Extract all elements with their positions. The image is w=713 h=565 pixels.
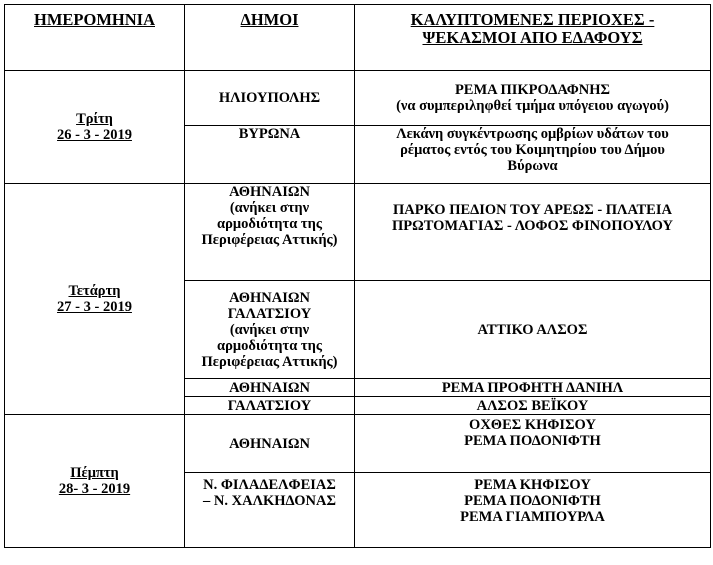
areas-cell: Λεκάνη συγκέντρωσης ομβρίων υδάτων του ρέματος εντός του Κοιμητηρίου του Δήμου Βύρωνα: [355, 126, 711, 184]
date-cell: [5, 184, 185, 415]
areas-cell: ΡΕΜΑ ΠΡΟΦΗΤΗ ΔΑΝΙΗΛ: [355, 379, 711, 397]
municipality-cell: ΑΘΗΝΑΙΩΝ ΓΑΛΑΤΣΙΟΥ (ανήκει στην αρμοδιότητα της Περιφέρειας Αττικής): [185, 281, 355, 379]
date-label: 27 - 3 - 2019: [57, 299, 132, 315]
municipality-cell: Ν. ΦΙΛΑΔΕΛΦΕΙΑΣ – Ν. ΧΑΛΚΗΔΟΝΑΣ: [185, 473, 355, 548]
municipality-cell: ΓΑΛΑΤΣΙΟΥ: [185, 397, 355, 415]
areas-cell: ΟΧΘΕΣ ΚΗΦΙΣΟΥ ΡΕΜΑ ΠΟΔΟΝΙΦΤΗ: [355, 415, 711, 473]
areas-cell: ΑΛΣΟΣ ΒΕΪΚΟΥ: [355, 397, 711, 415]
areas-cell: ΑΤΤΙΚΟ ΑΛΣΟΣ: [355, 281, 711, 379]
areas-cell: ΠΑΡΚΟ ΠΕΔΙΟΝ ΤΟΥ ΑΡΕΩΣ - ΠΛΑΤΕΙΑ ΠΡΩΤΟΜΑΓΙΑΣ - ΛΟΦΟΣ ΦΙΝΟΠΟΥΛΟΥ: [355, 184, 711, 281]
day-label: Πέμπτη: [70, 465, 119, 481]
areas-cell: ΡΕΜΑ ΠΙΚΡΟΔΑΦΝΗΣ (να συμπεριληφθεί τμήμα υπόγειου αγωγού): [355, 71, 711, 126]
header-municipalities: [185, 5, 355, 71]
date-cell: [5, 415, 185, 548]
areas-cell: ΡΕΜΑ ΚΗΦΙΣΟΥ ΡΕΜΑ ΠΟΔΟΝΙΦΤΗ ΡΕΜΑ ΓΙΑΜΠΟΥΡΛΑ: [355, 473, 711, 548]
date-label: 28- 3 - 2019: [58, 481, 131, 497]
header-date-text: ΗΜΕΡΟΜΗΝΙΑ: [34, 10, 155, 29]
table-row: [5, 415, 711, 473]
table-row: [5, 184, 711, 281]
header-areas: [355, 5, 711, 71]
header-municipalities-text: ΔΗΜΟΙ: [240, 10, 299, 29]
date-cell: [5, 71, 185, 184]
municipality-cell: ΑΘΗΝΑΙΩΝ: [185, 379, 355, 397]
municipality-cell: ΑΘΗΝΑΙΩΝ (ανήκει στην αρμοδιότητα της Περιφέρειας Αττικής): [185, 184, 355, 281]
header-areas-text: ΚΑΛΥΠΤΟΜΕΝΕΣ ΠΕΡΙΟΧΕΣ - ΨΕΚΑΣΜΟΙ ΑΠΟ ΕΔΑΦΟΥΣ: [410, 10, 655, 47]
day-label: Τετάρτη: [68, 283, 121, 299]
municipality-cell: ΒΥΡΩΝΑ: [185, 126, 355, 184]
table-row: [5, 71, 711, 126]
header-date: [5, 5, 185, 71]
header-row: [5, 5, 711, 71]
day-label: Τρίτη: [76, 111, 113, 127]
municipality-cell: ΗΛΙΟΥΠΟΛΗΣ: [185, 71, 355, 126]
spraying-schedule-table: [4, 4, 711, 548]
municipality-cell: ΑΘΗΝΑΙΩΝ: [185, 415, 355, 473]
date-label: 26 - 3 - 2019: [57, 127, 132, 143]
